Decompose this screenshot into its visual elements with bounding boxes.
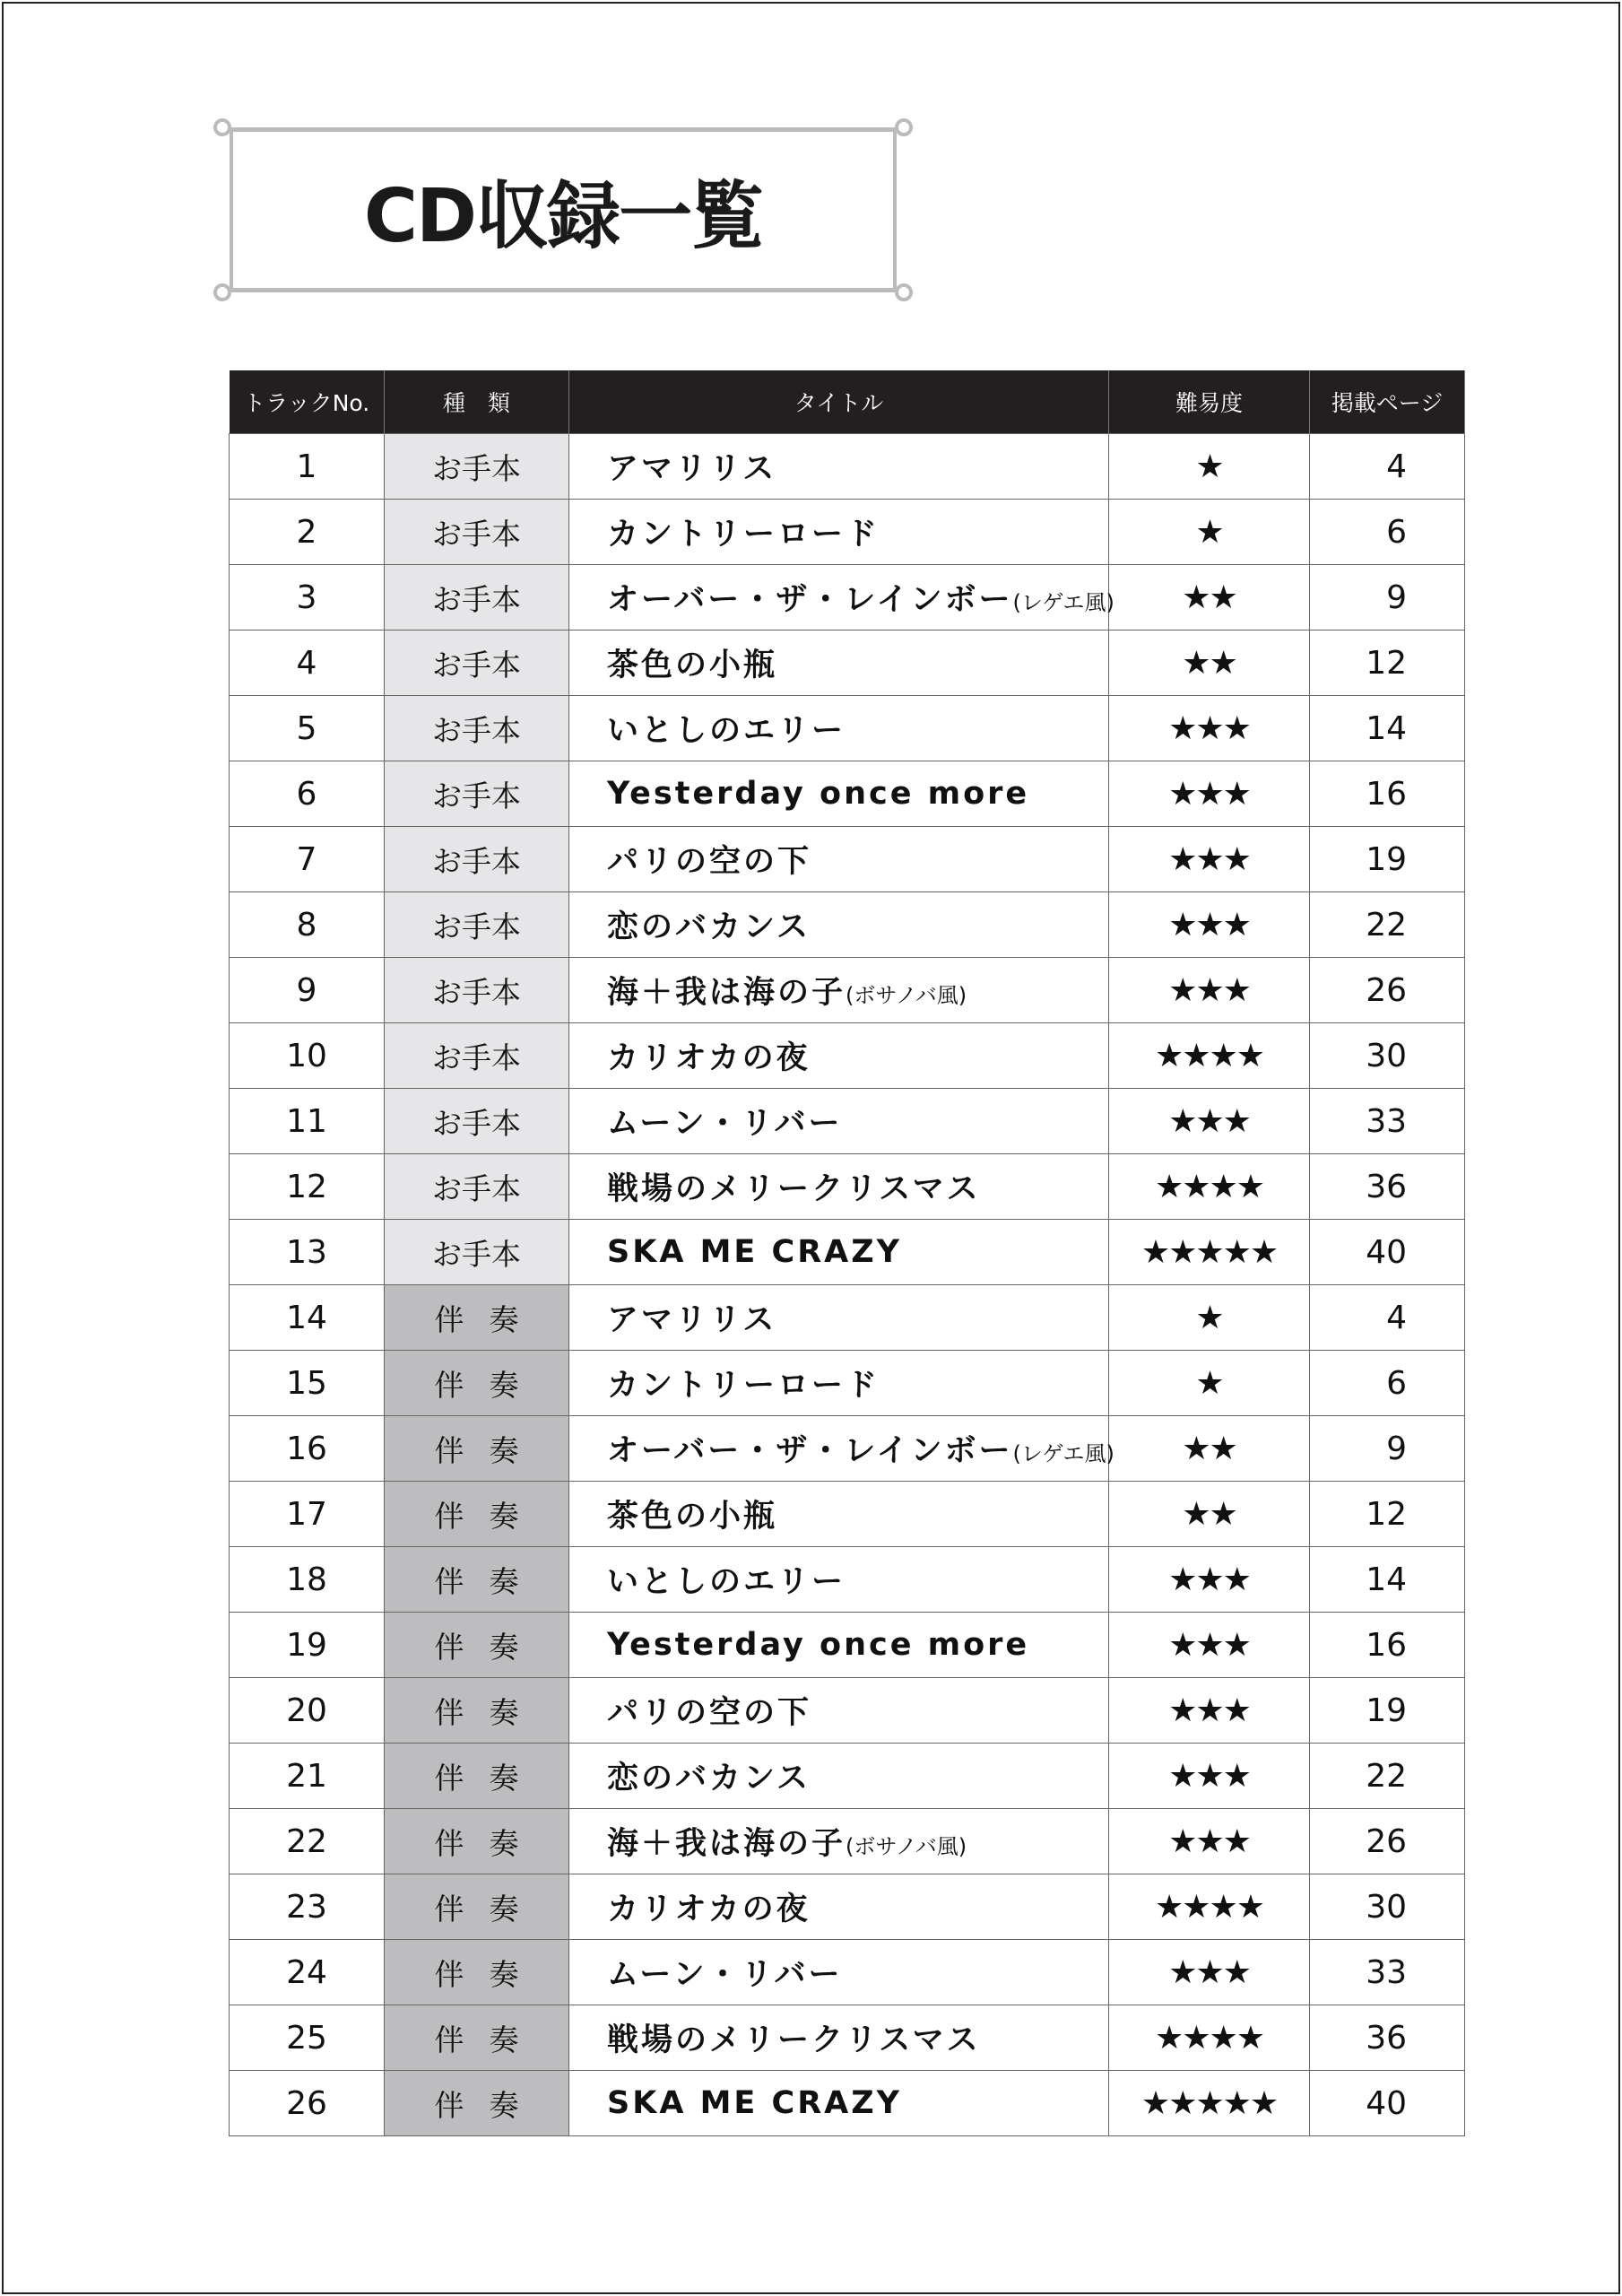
track-number: 18: [230, 1547, 385, 1613]
track-title: [569, 2005, 1109, 2071]
difficulty-stars: ★★★: [1109, 1678, 1310, 1744]
track-number: 3: [230, 565, 385, 631]
table-row: [230, 1482, 1465, 1547]
page-number: 12: [1310, 1482, 1465, 1547]
table-row: [230, 1154, 1465, 1220]
track-type: 伴奏: [385, 1744, 569, 1809]
difficulty-stars: ★★★: [1109, 1089, 1310, 1154]
track-title-note: (レゲエ風): [1012, 1441, 1115, 1466]
track-type: お手本: [385, 958, 569, 1023]
track-title-text: 恋のバカンス: [607, 1761, 811, 1796]
page-number: 33: [1310, 1940, 1465, 2005]
track-number: 7: [230, 827, 385, 892]
difficulty-stars: ★★★★★: [1109, 2071, 1310, 2136]
table-row: [230, 1809, 1465, 1874]
page-number: 14: [1310, 1547, 1465, 1613]
table-row: [230, 1023, 1465, 1089]
page-title: CD収録一覧: [363, 173, 763, 259]
track-title-text: Yesterday once more: [607, 1627, 1030, 1663]
table-row: [230, 1089, 1465, 1154]
page-number: 30: [1310, 1874, 1465, 1940]
difficulty-stars: ★: [1109, 1351, 1310, 1416]
track-type: お手本: [385, 761, 569, 827]
track-title-text: 戦場のメリークリスマス: [607, 2022, 981, 2058]
track-title: [569, 1089, 1109, 1154]
difficulty-stars: ★★★: [1109, 958, 1310, 1023]
track-number: 25: [230, 2005, 385, 2071]
page-number: 4: [1310, 1285, 1465, 1351]
track-title: [569, 1874, 1109, 1940]
track-title: [569, 1940, 1109, 2005]
track-type: お手本: [385, 892, 569, 958]
track-number: 17: [230, 1482, 385, 1547]
track-number: 11: [230, 1089, 385, 1154]
track-type: お手本: [385, 696, 569, 761]
track-number: 15: [230, 1351, 385, 1416]
page-number: 36: [1310, 2005, 1465, 2071]
track-number: 14: [230, 1285, 385, 1351]
track-number: 22: [230, 1809, 385, 1874]
table-row: [230, 2071, 1465, 2136]
table-row: [230, 565, 1465, 631]
difficulty-stars: ★★★: [1109, 1744, 1310, 1809]
page-number: 36: [1310, 1154, 1465, 1220]
page-number: 16: [1310, 761, 1465, 827]
track-number: 24: [230, 1940, 385, 2005]
page-number: 26: [1310, 958, 1465, 1023]
page-number: 19: [1310, 827, 1465, 892]
difficulty-stars: ★: [1109, 434, 1310, 500]
track-title-note: (レゲエ風): [1012, 590, 1115, 615]
track-type: 伴奏: [385, 1285, 569, 1351]
table-row: [230, 1678, 1465, 1744]
track-number: 19: [230, 1613, 385, 1678]
track-type: 伴奏: [385, 2071, 569, 2136]
table-row: [230, 500, 1465, 565]
table-row: [230, 2005, 1465, 2071]
track-title-text: カントリーロード: [607, 517, 880, 552]
track-title-text: ムーン・リバー: [607, 1106, 843, 1142]
track-number: 9: [230, 958, 385, 1023]
track-title-text: カリオカの夜: [607, 1040, 811, 1076]
header-difficulty: 難易度: [1109, 370, 1310, 434]
track-title: [569, 434, 1109, 500]
banner-knob: [895, 283, 913, 301]
track-type: 伴奏: [385, 1613, 569, 1678]
track-title: [569, 1416, 1115, 1482]
track-type: お手本: [385, 631, 569, 696]
track-number: 21: [230, 1744, 385, 1809]
page-number: 40: [1310, 1220, 1465, 1285]
table-row: [230, 1744, 1465, 1809]
table-row: [230, 827, 1465, 892]
track-title: [569, 1809, 1109, 1874]
difficulty-stars: ★★: [1109, 1416, 1310, 1482]
track-type: お手本: [385, 1089, 569, 1154]
track-title: [569, 500, 1109, 565]
difficulty-stars: ★: [1109, 500, 1310, 565]
page-number: 22: [1310, 1744, 1465, 1809]
track-title: [569, 1220, 1109, 1285]
page-number: 30: [1310, 1023, 1465, 1089]
difficulty-stars: ★★★: [1109, 827, 1310, 892]
header-page: 掲載ページ: [1310, 370, 1465, 434]
track-title-text: 茶色の小瓶: [607, 648, 778, 683]
table-row: [230, 1874, 1465, 1940]
track-number: 26: [230, 2071, 385, 2136]
header-title: タイトル: [569, 370, 1109, 434]
track-title: [569, 958, 1109, 1023]
page-number: 26: [1310, 1809, 1465, 1874]
track-type: お手本: [385, 1220, 569, 1285]
banner-knob: [895, 118, 913, 136]
track-title-text: 恋のバカンス: [607, 909, 811, 945]
track-type: お手本: [385, 500, 569, 565]
track-title-text: オーバー・ザ・レインボー: [607, 582, 1013, 618]
table-row: [230, 631, 1465, 696]
track-title-text: アマリリス: [607, 451, 777, 487]
track-type: 伴奏: [385, 1547, 569, 1613]
track-number: 20: [230, 1678, 385, 1744]
difficulty-stars: ★★★: [1109, 1613, 1310, 1678]
track-type: 伴奏: [385, 1482, 569, 1547]
track-type: お手本: [385, 827, 569, 892]
difficulty-stars: ★★★★: [1109, 2005, 1310, 2071]
track-type: お手本: [385, 1023, 569, 1089]
track-title-text: 海＋我は海の子: [607, 1826, 846, 1862]
track-title-text: SKA ME CRAZY: [607, 2085, 902, 2121]
table-row: [230, 761, 1465, 827]
track-number: 2: [230, 500, 385, 565]
difficulty-stars: ★★★: [1109, 761, 1310, 827]
page-number: 6: [1310, 1351, 1465, 1416]
difficulty-stars: ★★★: [1109, 1940, 1310, 2005]
table-row: [230, 892, 1465, 958]
track-title-text: カリオカの夜: [607, 1892, 811, 1927]
track-title-text: 茶色の小瓶: [607, 1499, 778, 1535]
track-number: 4: [230, 631, 385, 696]
track-type: お手本: [385, 1154, 569, 1220]
track-number: 23: [230, 1874, 385, 1940]
banner-knob: [213, 118, 231, 136]
track-title-text: アマリリス: [607, 1302, 777, 1338]
table-row: [230, 1351, 1465, 1416]
track-type: 伴奏: [385, 1416, 569, 1482]
difficulty-stars: ★: [1109, 1285, 1310, 1351]
table-row: [230, 696, 1465, 761]
difficulty-stars: ★★★: [1109, 892, 1310, 958]
page-number: 6: [1310, 500, 1465, 565]
track-title: [569, 1482, 1109, 1547]
page-number: 22: [1310, 892, 1465, 958]
table-row: [230, 1613, 1465, 1678]
difficulty-stars: ★★★: [1109, 696, 1310, 761]
track-title: [569, 696, 1109, 761]
track-title: [569, 565, 1115, 631]
track-title: [569, 1023, 1109, 1089]
table-row: [230, 1547, 1465, 1613]
track-number: 8: [230, 892, 385, 958]
track-number: 10: [230, 1023, 385, 1089]
page-number: 19: [1310, 1678, 1465, 1744]
banner-knob: [213, 283, 231, 301]
page-number: 16: [1310, 1613, 1465, 1678]
page-number: 4: [1310, 434, 1465, 500]
track-title: [569, 892, 1109, 958]
track-title: [569, 1613, 1109, 1678]
track-title-text: 海＋我は海の子: [607, 975, 846, 1011]
track-number: 6: [230, 761, 385, 827]
table-row: [230, 958, 1465, 1023]
difficulty-stars: ★★★: [1109, 1809, 1310, 1874]
track-type: 伴奏: [385, 1678, 569, 1744]
track-title-text: パリの空の下: [607, 1695, 812, 1731]
track-number: 1: [230, 434, 385, 500]
track-title-text: Yesterday once more: [607, 776, 1030, 812]
track-title: [569, 1351, 1109, 1416]
track-title: [569, 1285, 1109, 1351]
track-number: 12: [230, 1154, 385, 1220]
track-number: 13: [230, 1220, 385, 1285]
header-type: 種 類: [385, 370, 569, 434]
track-table: [229, 370, 1465, 2136]
table-header-row: [230, 370, 1465, 434]
track-title-text: カントリーロード: [607, 1368, 880, 1404]
table-row: [230, 434, 1465, 500]
difficulty-stars: ★★★★★: [1109, 1220, 1310, 1285]
track-title-text: オーバー・ザ・レインボー: [607, 1433, 1013, 1469]
track-type: お手本: [385, 565, 569, 631]
page-number: 9: [1310, 565, 1465, 631]
header-track-no: トラックNo.: [230, 370, 385, 434]
page-number: 33: [1310, 1089, 1465, 1154]
track-title: [569, 1154, 1109, 1220]
track-number: 5: [230, 696, 385, 761]
difficulty-stars: ★★★★: [1109, 1023, 1310, 1089]
track-title-text: 戦場のメリークリスマス: [607, 1171, 981, 1207]
table-row: [230, 1220, 1465, 1285]
difficulty-stars: ★★★★: [1109, 1874, 1310, 1940]
track-title: [569, 1678, 1109, 1744]
page-number: 14: [1310, 696, 1465, 761]
track-type: お手本: [385, 434, 569, 500]
page-number: 9: [1310, 1416, 1465, 1482]
difficulty-stars: ★★: [1109, 631, 1310, 696]
difficulty-stars: ★★: [1109, 565, 1310, 631]
track-title: [569, 1547, 1109, 1613]
table-row: [230, 1416, 1465, 1482]
track-type: 伴奏: [385, 1874, 569, 1940]
page-number: 40: [1310, 2071, 1465, 2136]
track-title: [569, 2071, 1109, 2136]
track-title-text: SKA ME CRAZY: [607, 1234, 902, 1270]
track-title-text: いとしのエリー: [607, 1564, 846, 1600]
track-type: 伴奏: [385, 1940, 569, 2005]
title-banner: [230, 131, 897, 289]
track-title-text: ムーン・リバー: [607, 1957, 843, 1993]
track-type: 伴奏: [385, 2005, 569, 2071]
track-type: 伴奏: [385, 1809, 569, 1874]
track-title: [569, 827, 1109, 892]
page-number: 12: [1310, 631, 1465, 696]
difficulty-stars: ★★★★: [1109, 1154, 1310, 1220]
track-title: [569, 1744, 1109, 1809]
track-title: [569, 631, 1109, 696]
table-row: [230, 1285, 1465, 1351]
track-title-text: パリの空の下: [607, 844, 812, 880]
track-title: [569, 761, 1109, 827]
table-row: [230, 1940, 1465, 2005]
difficulty-stars: ★★: [1109, 1482, 1310, 1547]
track-number: 16: [230, 1416, 385, 1482]
track-type: 伴奏: [385, 1351, 569, 1416]
track-title-note: (ボサノバ風): [846, 1834, 967, 1859]
difficulty-stars: ★★★: [1109, 1547, 1310, 1613]
track-title-note: (ボサノバ風): [846, 983, 967, 1008]
track-title-text: いとしのエリー: [607, 713, 846, 749]
